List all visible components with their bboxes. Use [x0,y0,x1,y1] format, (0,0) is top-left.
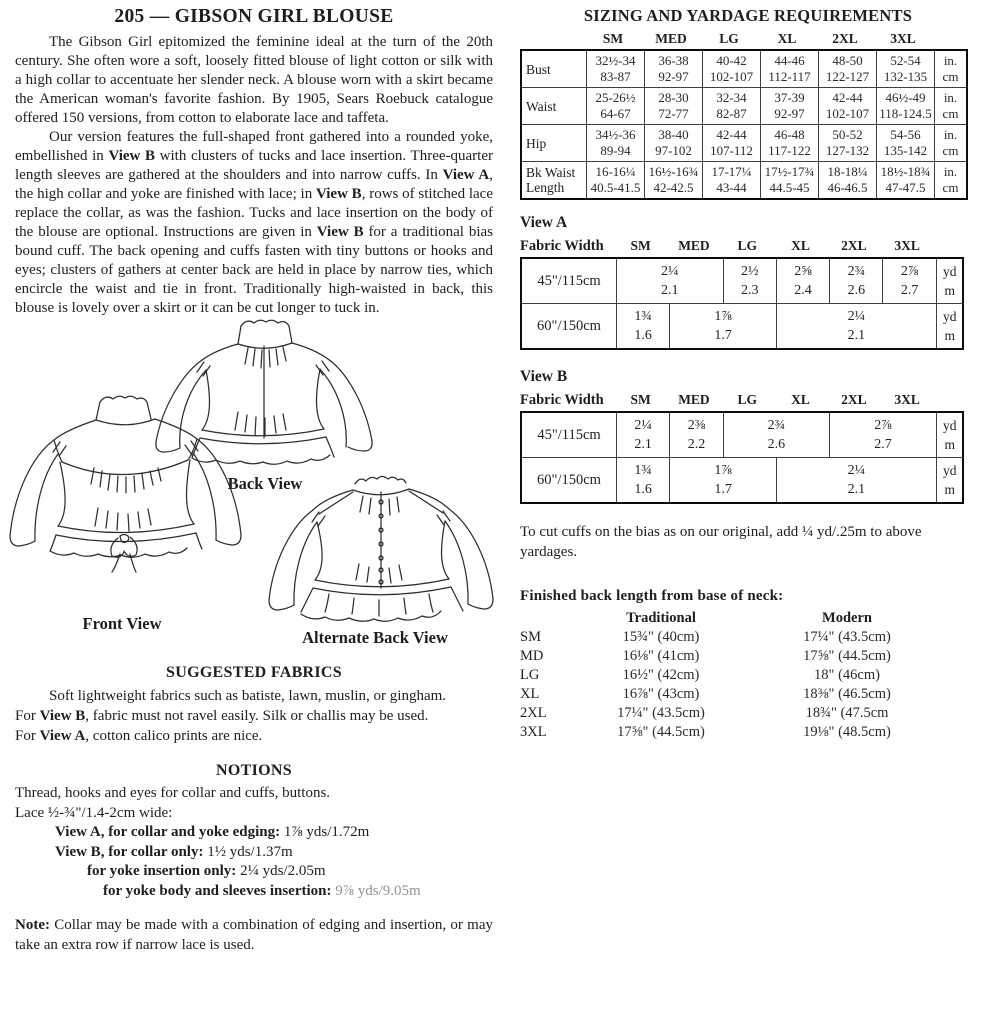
suggested-fabrics-heading: SUGGESTED FABRICS [166,664,342,681]
notion-label: for yoke insertion only: [87,863,237,879]
notions-line: Lace ½-¾"/1.4-2cm wide: [15,804,173,821]
column-header: 2XL [841,238,867,253]
page-title: 205 — GIBSON GIRL BLOUSE [114,6,394,27]
sizing-cell: 52-54 132-135 [876,51,934,87]
view-b-heading: View B [520,368,568,385]
yardage-cell: 2¼ 2.1 [776,457,936,502]
notion-label: View B, for collar only: [55,843,204,860]
unit-cell: yd m [936,413,963,457]
yardage-cell: 1¾ 1.6 [616,457,669,502]
sizing-cell: 38-40 97-102 [644,124,702,161]
sizing-cell: 42-44 107-112 [702,124,760,161]
row-label: Bk Waist Length [522,161,586,198]
size-header: MED [655,31,687,46]
right-column [516,6,980,742]
traditional-value: 16⅞" (43cm) [622,686,700,702]
notion-item [15,862,493,882]
notions-line: Thread, hooks and eyes for collar and cuffs, buttons. [15,785,331,801]
column-header: 3XL [894,392,920,407]
yardage-cell: 2⅝ 2.4 [776,259,829,303]
sizing-cell: 32-34 82-87 [702,87,760,124]
sizing-title: SIZING AND YARDAGE REQUIREMENTS [583,6,913,25]
notions-section [15,762,493,901]
size-header: LG [719,31,739,46]
row-label: Bust [526,61,551,77]
row-label: Hip [522,124,586,161]
modern-value: 17¼" (43.5cm) [803,629,891,645]
fabrics-line: Soft lightweight fabrics such as batiste, lawn, muslin, or gingham. [49,688,447,704]
sizing-cell: 34½-36 89-94 [586,124,644,161]
notion-value: 1⅞ yds/1.72m [283,824,370,840]
fabrics-line: For View A, cotton calico prints are nice. [15,728,263,744]
column-header: SM [630,238,651,253]
sizing-cell: 16½-16¾ 42-42.5 [644,161,702,198]
yardage-cell: 2⅞ 2.7 [829,413,936,457]
notion-value: 1½ yds/1.37m [207,843,293,860]
traditional-value: 16½" (42cm) [622,667,700,683]
spacer [934,236,961,257]
sizing-cell: 46½-49 118-124.5 [876,87,934,124]
front-view-illustration [2,390,242,590]
sizing-cell: 32½-34 83-87 [586,51,644,87]
notion-item [15,843,493,863]
size-header: SM [602,31,624,46]
yardage-cell: 2⅜ 2.2 [669,413,722,457]
sizing-cell: 17½-17¾ 44.5-45 [760,161,818,198]
yardage-cell: 1⅞ 1.7 [669,303,776,348]
column-header: Fabric Width [520,392,604,408]
traditional-value: 17⅝" (44.5cm) [617,724,705,740]
sizing-cell: 25-26½ 64-67 [586,87,644,124]
sizing-cell: 18½-18¾ 47-47.5 [876,161,934,198]
yardage-cell: 1⅞ 1.7 [669,457,776,502]
sizing-cell: 36-38 92-97 [644,51,702,87]
sizing-cell: 44-46 112-117 [760,51,818,87]
column-header: Fabric Width [520,238,604,254]
column-header: 2XL [841,392,867,407]
view-b-table [520,411,964,504]
yardage-cell: 2¼ 2.1 [776,303,936,348]
modern-value: 18" (46cm) [814,667,880,683]
spacer [934,390,961,411]
unit-cell: yd m [936,457,963,502]
sizing-cell: 42-44 102-107 [818,87,876,124]
size-label: SM [520,629,541,645]
yardage-cell: 2⅞ 2.7 [882,259,935,303]
notions-heading: NOTIONS [216,762,292,779]
row-label: Waist [522,87,586,124]
traditional-value: 16⅛" (41cm) [622,648,700,664]
column-header: 3XL [894,238,920,253]
sizing-cell: 54-56 135-142 [876,124,934,161]
column-header: LG [737,392,757,407]
sizing-size-header-row [520,29,964,49]
sizing-table [520,49,968,200]
sizing-cell: 48-50 122-127 [818,51,876,87]
view-b-header-row [520,390,960,411]
yardage-cell: 2¾ 2.6 [829,259,882,303]
back-view-label: Back View [227,474,303,493]
view-a-heading: View A [520,214,568,231]
row-label: 60"/150cm [522,457,616,502]
unit-cell: in. cm [934,124,966,161]
illustration-area [15,318,493,654]
column-header: XL [791,392,810,407]
size-label: XL [520,686,540,702]
sizing-cell: 40-42 102-107 [702,51,760,87]
size-header: XL [777,31,797,46]
column-header: Traditional [626,610,696,626]
view-a-table [520,257,964,350]
row-label: 60"/150cm [522,303,616,348]
finished-length-table [520,609,980,742]
row-label: 45"/115cm [537,426,601,443]
modern-value: 19⅛" (48.5cm) [803,724,891,740]
note-label: Note: [15,917,50,933]
intro-paragraph: The Gibson Girl epitomized the feminine ideal at the turn of the 20th century. She often wore a soft, loosely fitted blouse of light cotton or silk with a high collar to accentuate her slender neck. A blouse worn with a skirt became the American woman's favorite fashion. By 1905, Sears Roebuck catalogue offered 150 versions, from cotton to elaborate lace and taffeta. [15,34,493,126]
spacer [520,609,568,628]
unit-cell: in. cm [934,161,966,198]
bias-cuffs-note: To cut cuffs on the bias as on our original, add ¼ yd/.25m to above yardages. [520,524,922,560]
traditional-value: 17¼" (43.5cm) [617,705,705,721]
unit-cell: yd m [936,259,963,303]
alternate-back-view-label: Alternate Back View [302,628,448,647]
spacer [520,29,584,49]
yardage-cell: 2¼ 2.1 [616,259,723,303]
size-header: 3XL [890,31,916,46]
notion-label: View A, for collar and yoke edging: [55,824,281,840]
notion-item [15,823,493,843]
note-text: Collar may be made with a combination of edging and insertion, or may take an extra row if narrow lace is used. [15,917,493,953]
sizing-cell: 17-17¼ 43-44 [702,161,760,198]
size-header: 2XL [832,31,858,46]
modern-value: 17⅝" (44.5cm) [803,648,891,664]
column-header: MED [678,392,710,407]
column-header: LG [737,238,757,253]
description-paragraph: Our version features the full-shaped front gathered into a rounded yoke, embellished in View B with clusters of tucks and lace insertion. Three-quarter length sleeves are gathered at the shoulders and into narrow cuffs. In View A, the high collar and yoke are finished with lace; in View B, rows of stitched lace replace the collar, as was the fashion. Tucks and lace insertion on the body of the blouse are optional. Instructions are given in View B for a traditional bias bound cuff. The back opening and cuffs fasten with tiny buttons or hooks and eyes; clusters of gathers at center back are held in place by narrow ties, which encircle the waist and tie in front. Traditionally high-waisted in back, this blouse is lovely over a skirt or it can be cut longer to tuck in. [15,129,493,316]
sizing-cell: 37-39 92-97 [760,87,818,124]
modern-value: 18⅜" (46.5cm) [803,686,891,702]
size-label: MD [520,648,544,664]
sizing-cell: 18-18¼ 46-46.5 [818,161,876,198]
notion-item [15,882,493,902]
spacer [932,29,964,49]
traditional-value: 15¾" (40cm) [622,629,700,645]
column-header: SM [630,392,651,407]
front-view-label: Front View [82,614,162,633]
modern-value: 18¾" (47.5cm [805,705,889,721]
notion-value: 9⅞ yds/9.05m [335,882,421,899]
sizing-cell: 16-16¼ 40.5-41.5 [586,161,644,198]
finished-length-heading: Finished back length from base of neck: [520,588,784,604]
unit-cell: in. cm [934,51,966,87]
size-label: 2XL [520,705,547,721]
unit-cell: yd m [936,303,963,348]
yardage-cell: 1¾ 1.6 [616,303,669,348]
notion-value: 2¼ yds/2.05m [240,863,326,879]
sizing-cell: 28-30 72-77 [644,87,702,124]
unit-cell: in. cm [934,87,966,124]
alternate-back-view-illustration [259,466,499,626]
sizing-cell: 50-52 127-132 [818,124,876,161]
yardage-cell: 2¾ 2.6 [723,413,830,457]
column-header: XL [791,238,810,253]
sizing-cell: 46-48 117-122 [760,124,818,161]
column-header: MED [678,238,710,253]
notion-label: for yoke body and sleeves insertion: [103,882,332,899]
view-a-header-row [520,236,960,257]
column-header: Modern [822,610,872,626]
left-column [15,6,493,970]
note-paragraph [15,915,493,955]
yardage-cell: 2¼ 2.1 [616,413,669,457]
fabrics-line: For View B, fabric must not ravel easily. Silk or challis may be used. [15,708,429,724]
size-label: LG [520,667,540,683]
size-label: 3XL [520,724,547,740]
row-label: 45"/115cm [537,272,601,289]
yardage-cell: 2½ 2.3 [723,259,776,303]
